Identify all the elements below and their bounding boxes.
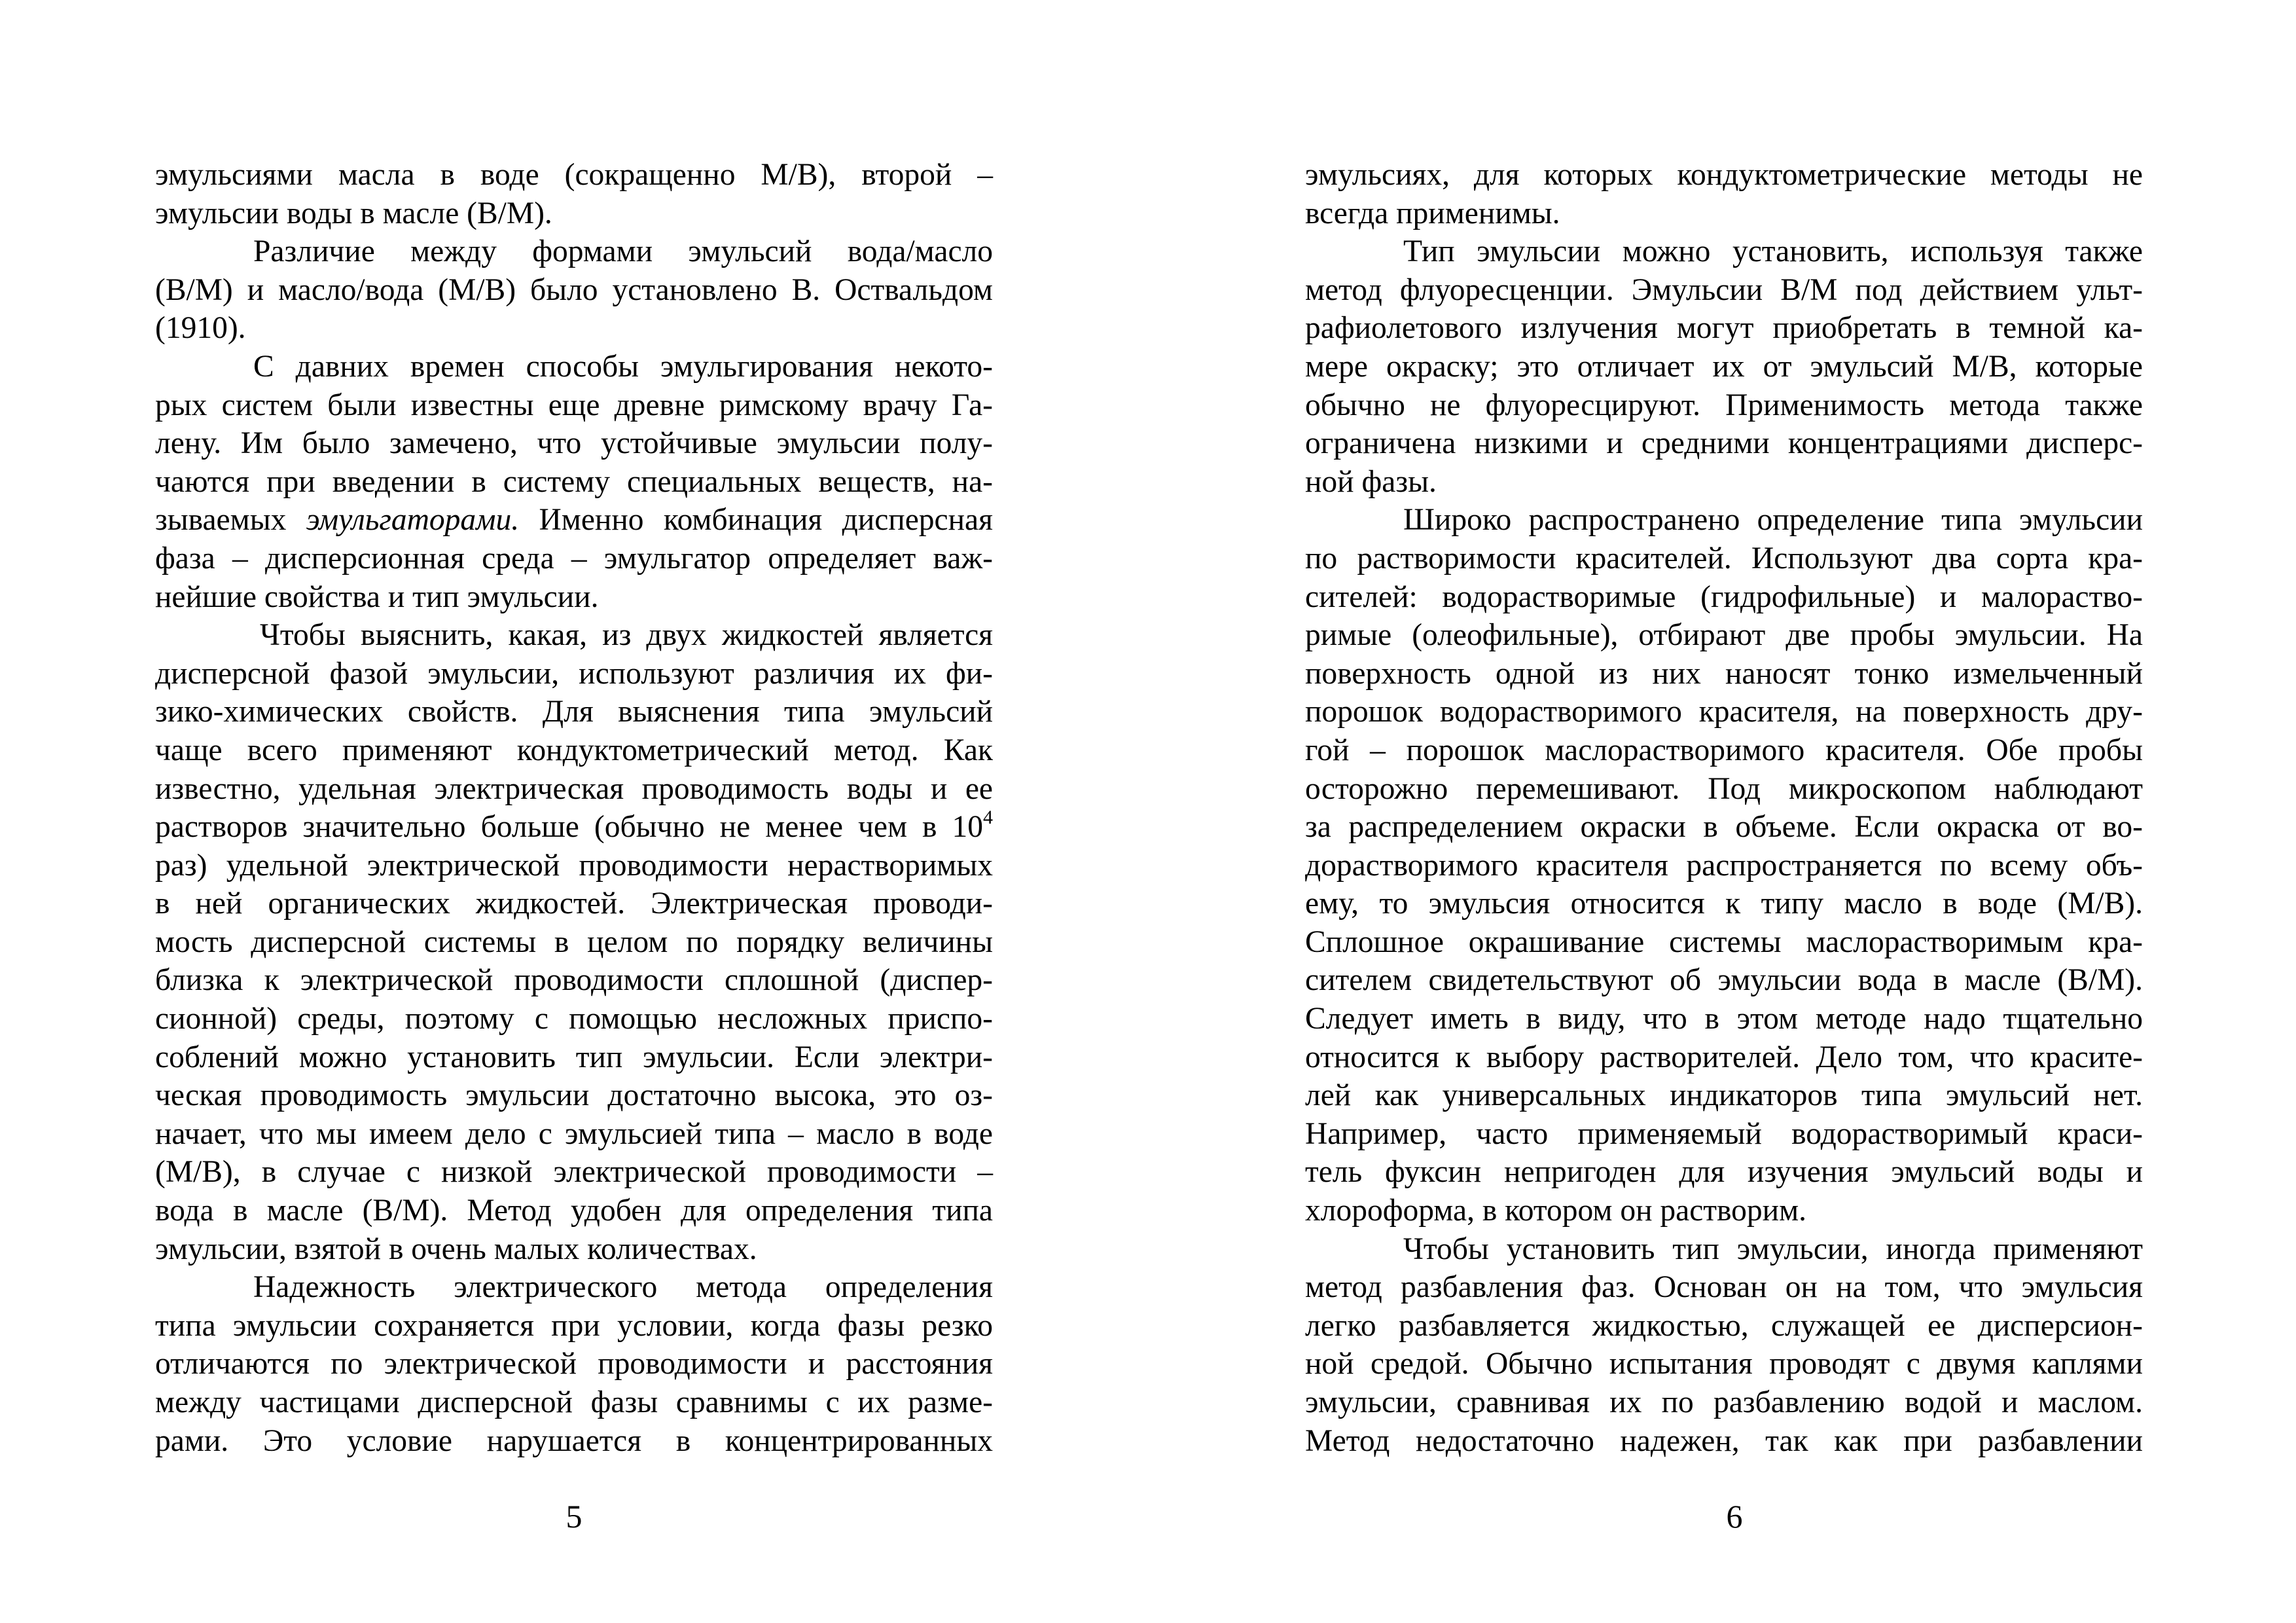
- text-line: мере окраску; это отличает их от эмульсий М/В, которые: [1305, 349, 2143, 384]
- text-line: [155, 501, 993, 539]
- text-line: Сплошное окрашивание системы маслорастворимым кра-: [1305, 924, 2143, 959]
- text-line: раз) удельной электрической проводимости нерастворимых: [155, 848, 993, 883]
- text-line: рами. Это условие нарушается в концентрированных: [155, 1423, 993, 1458]
- text-line: гой – порошок маслорастворимого красителя. Обе пробы: [1305, 733, 2143, 767]
- text-line: римые (олеофильные), отбирают две пробы эмульсии. На: [1305, 618, 2143, 653]
- text-line: относится к выбору растворителей. Дело том, что красите-: [1305, 1040, 2143, 1074]
- text-line: Тип эмульсии можно установить, используя также: [1403, 234, 2143, 269]
- text-line: Чтобы установить тип эмульсии, иногда применяют: [1403, 1231, 2143, 1266]
- text-line: ограничена низкими и средними концентрациями дисперс-: [1305, 426, 2143, 461]
- text-fragment: Именно комбинация дисперсная: [519, 503, 993, 538]
- text-line: Метод недостаточно надежен, так как при разбавлении: [1305, 1423, 2143, 1458]
- text-line: Различие между формами эмульсий вода/масло: [253, 234, 993, 269]
- text-line: порошок водорастворимого красителя, на поверхность дру-: [1305, 695, 2143, 729]
- text-line: хлороформа, в котором он растворим.: [1305, 1194, 1807, 1228]
- text-line: известно, удельная электрическая проводимость воды и ее: [155, 771, 993, 806]
- text-line: эмульсиях, для которых кондуктометрические методы не: [1305, 158, 2143, 192]
- text-line: ной фазы.: [1305, 464, 1437, 499]
- page-number-left: 5: [565, 1498, 583, 1535]
- text-line: Надежность электрического метода определения: [253, 1270, 993, 1305]
- text-line: тель фуксин непригоден для изучения эмульсий воды и: [1305, 1155, 2143, 1190]
- text-line: лей как универсальных индикаторов типа эмульсий нет.: [1305, 1078, 2143, 1113]
- superscript-exponent: 4: [983, 807, 993, 829]
- text-line: в ней органических жидкостей. Электрическая проводи-: [155, 886, 993, 921]
- text-line: [155, 808, 993, 847]
- text-line: С давних времен способы эмульгирования некото-: [253, 349, 993, 384]
- text-line: эмульсии, сравнивая их по разбавлению водой и маслом.: [1305, 1385, 2143, 1419]
- text-line: эмульсии, взятой в очень малых количествах.: [155, 1231, 757, 1266]
- text-line: сионной) среды, поэтому с помощью несложных приспо-: [155, 1002, 993, 1036]
- right-page-text: [1305, 156, 2143, 1460]
- text-line: чаще всего применяют кондуктометрический метод. Как: [155, 733, 993, 767]
- text-line: ему, то эмульсия относится к типу масло в воде (М/В).: [1305, 886, 2143, 921]
- text-line: Широко распространено определение типа эмульсии: [1403, 503, 2143, 538]
- text-line: Чтобы выяснить, какая, из двух жидкостей является: [260, 618, 993, 653]
- text-line: типа эмульсии сохраняется при условии, когда фазы резко: [155, 1308, 993, 1343]
- text-fragment: зываемых: [155, 503, 306, 538]
- text-line: рафиолетового излучения могут приобретать в темной ка-: [1305, 311, 2143, 346]
- text-line: осторожно перемешивают. Под микроскопом наблюдают: [1305, 771, 2143, 806]
- text-line: рых систем были известны еще древне римскому врачу Га-: [155, 388, 993, 422]
- text-line: дисперсной фазой эмульсии, используют различия их фи-: [155, 656, 993, 691]
- text-line: фаза – дисперсионная среда – эмульгатор определяет важ-: [155, 541, 993, 575]
- text-line: легко разбавляется жидкостью, служащей ее дисперсион-: [1305, 1308, 2143, 1343]
- text-line: поверхность одной из них наносят тонко измельченный: [1305, 656, 2143, 691]
- text-line: (1910).: [155, 311, 246, 346]
- text-line: вода в масле (В/М). Метод удобен для определения типа: [155, 1194, 993, 1228]
- text-line: близка к электрической проводимости сплошной (диспер-: [155, 963, 993, 998]
- text-line: метод разбавления фаз. Основан он на том, что эмульсия: [1305, 1270, 2143, 1305]
- left-page-text: [155, 156, 993, 1460]
- page-number-right: 6: [1726, 1498, 1743, 1535]
- right-page: [1148, 0, 2296, 1623]
- text-line: начает, что мы имеем дело с эмульсией типа – масло в воде: [155, 1116, 993, 1151]
- text-line: соблений можно установить тип эмульсии. Если электри-: [155, 1040, 993, 1074]
- text-line: ческая проводимость эмульсии достаточно высока, это оз-: [155, 1078, 993, 1113]
- text-line: Следует иметь в виду, что в этом методе надо тщательно: [1305, 1002, 2143, 1036]
- text-line: всегда применимы.: [1305, 196, 1560, 230]
- text-fragment: растворов значительно больше (обычно не менее чем в 10: [155, 810, 983, 845]
- text-line: (М/В), в случае с низкой электрической проводимости –: [155, 1155, 993, 1190]
- italic-term: эмульгаторами.: [306, 503, 520, 538]
- text-line: по растворимости красителей. Используют два сорта кра-: [1305, 541, 2143, 575]
- text-line: отличаются по электрической проводимости и расстояния: [155, 1347, 993, 1381]
- text-line: дорастворимого красителя распространяется по всему объ-: [1305, 848, 2143, 883]
- text-line: зико-химических свойств. Для выяснения типа эмульсий: [155, 695, 993, 729]
- text-line: Например, часто применяемый водорастворимый краси-: [1305, 1116, 2143, 1151]
- text-line: эмульсии воды в масле (В/М).: [155, 196, 552, 230]
- text-line: (В/М) и масло/вода (М/В) было установлено В. Оствальдом: [155, 272, 993, 307]
- text-line: между частицами дисперсной фазы сравнимы с их разме-: [155, 1385, 993, 1419]
- text-line: ной средой. Обычно испытания проводят с двумя каплями: [1305, 1347, 2143, 1381]
- text-line: лену. Им было замечено, что устойчивые эмульсии полу-: [155, 426, 993, 461]
- text-line: мость дисперсной системы в целом по порядку величины: [155, 924, 993, 959]
- text-line: сителей: водорастворимые (гидрофильные) и малораство-: [1305, 579, 2143, 614]
- text-line: нейшие свойства и тип эмульсии.: [155, 579, 599, 614]
- text-line: метод флуоресценции. Эмульсии В/М под действием ульт-: [1305, 272, 2143, 307]
- text-line: эмульсиями масла в воде (сокращенно М/В), второй –: [155, 158, 993, 192]
- text-line: обычно не флуоресцируют. Применимость метода также: [1305, 388, 2143, 422]
- text-line: сителем свидетельствуют об эмульсии вода в масле (В/М).: [1305, 963, 2143, 998]
- text-line: чаются при введении в систему специальных веществ, на-: [155, 464, 993, 499]
- text-line: за распределением окраски в объеме. Если окраска от во-: [1305, 810, 2143, 845]
